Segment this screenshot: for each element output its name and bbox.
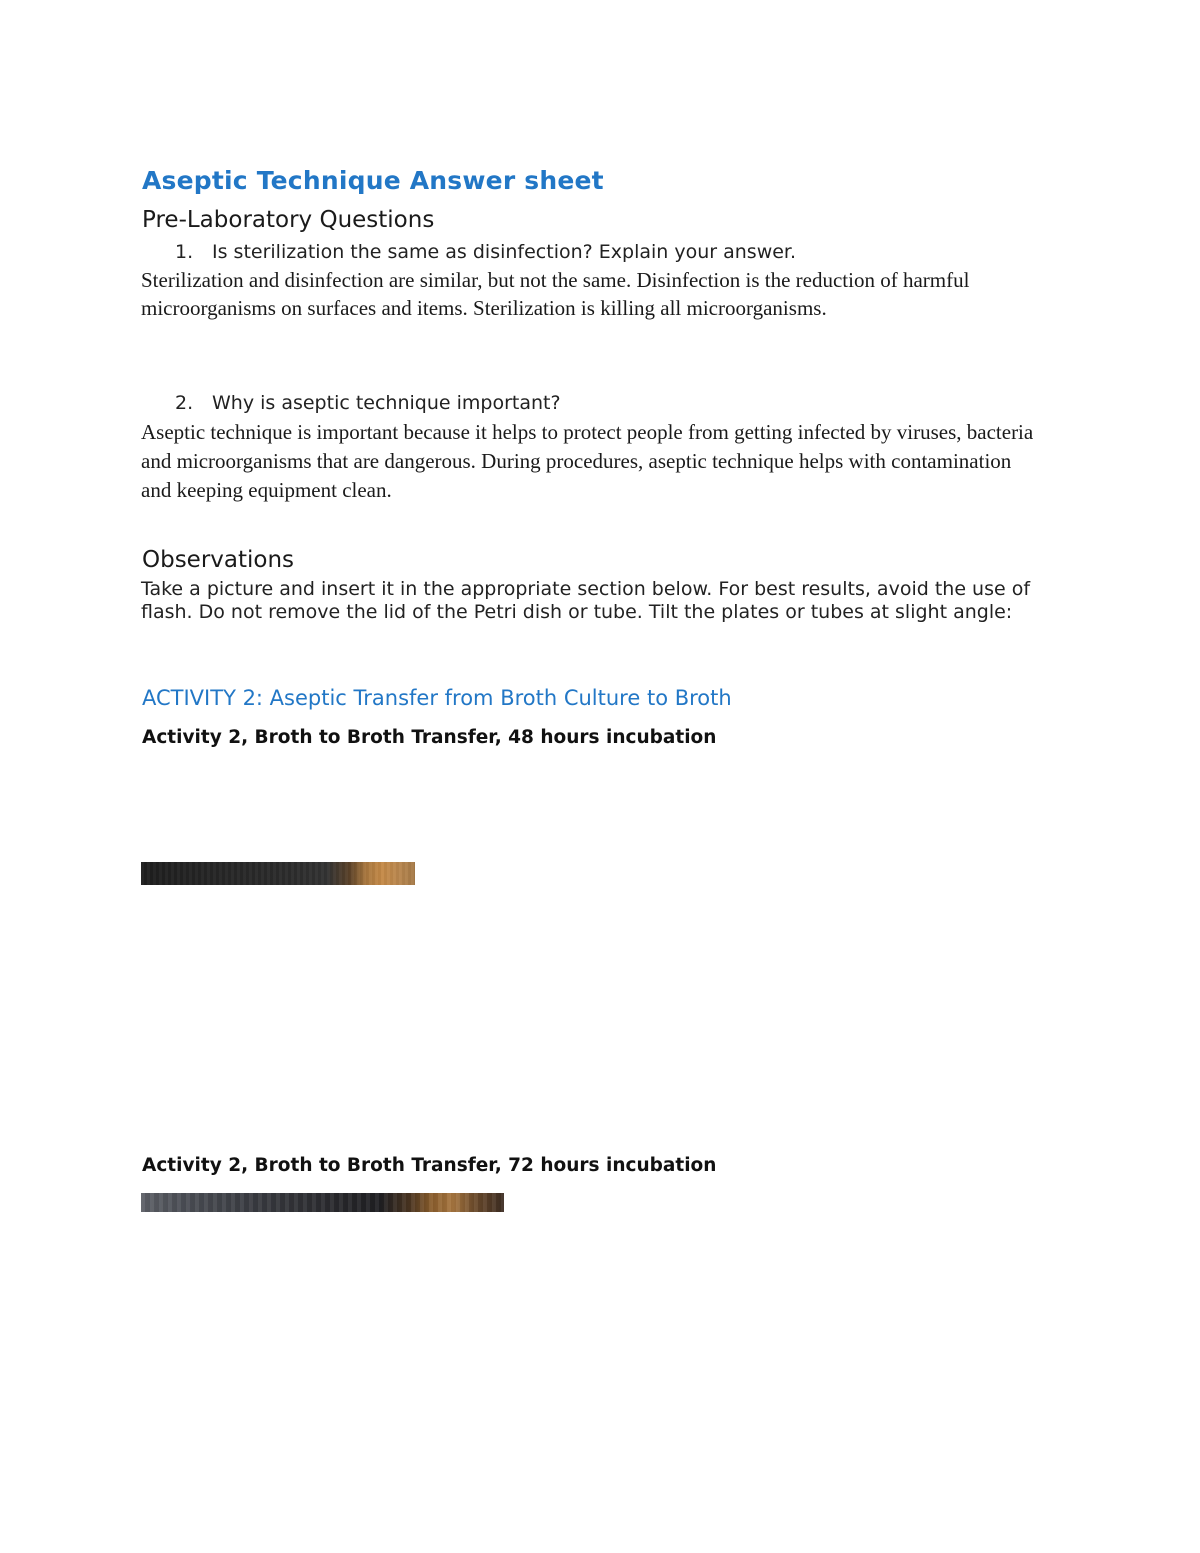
question-1-number: 1. [175,241,194,263]
question-1-text: Is sterilization the same as disinfection? Explain your answer. [212,241,797,263]
activity-entry-48h-label: Activity 2, Broth to Broth Transfer, 48 hours incubation [142,727,717,748]
observations-heading: Observations [142,547,295,573]
activity-heading: ACTIVITY 2: Aseptic Transfer from Broth Culture to Broth [142,686,732,710]
answer-2: Aseptic technique is important because it helps to protect people from getting infected by viruses, bacteria and microorganisms that are dangerous. During procedures, aseptic technique helps with contamination and keeping equipment clean. [141,420,1034,502]
question-2-number: 2. [175,392,194,414]
document-title: Aseptic Technique Answer sheet [142,166,604,195]
pre-lab-heading: Pre-Laboratory Questions [142,207,435,233]
observations-instructions: Take a picture and insert it in the appropriate section below. For best results, avoid the use of flash. Do not remove the lid of the Petri dish or tube. Tilt the plates or tubes at slight angle: [141,578,1031,623]
culture-photo-48h [141,862,415,885]
activity-entry-72h-label: Activity 2, Broth to Broth Transfer, 72 hours incubation [142,1155,717,1176]
culture-photo-72h [141,1193,504,1212]
question-2-text: Why is aseptic technique important? [212,392,561,414]
answer-1: Sterilization and disinfection are similar, but not the same. Disinfection is the reduction of harmful microorganisms on surfaces and items. Sterilization is killing all microorganisms. [141,268,970,320]
